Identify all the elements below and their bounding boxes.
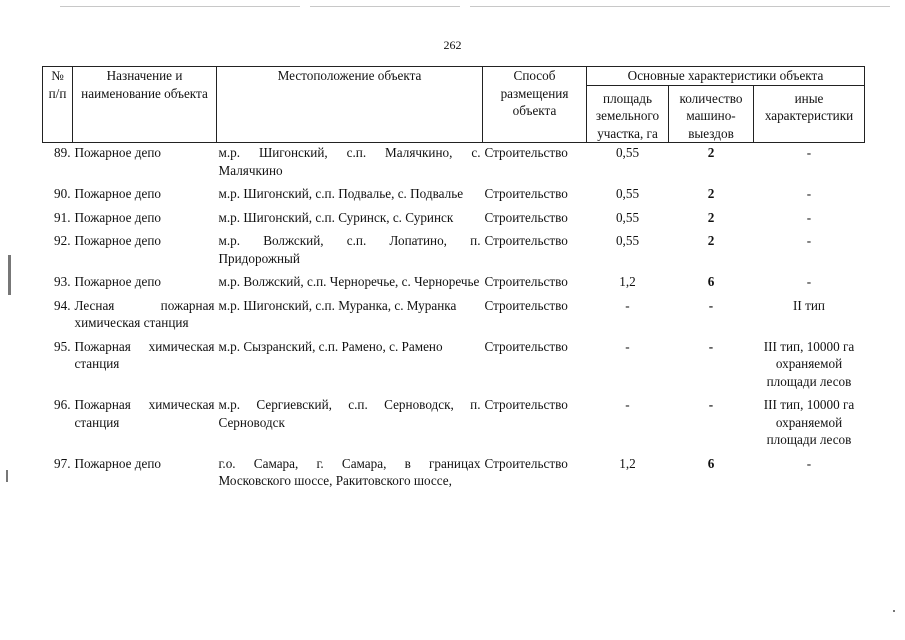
table-row bbox=[43, 143, 865, 186]
header-num: № п/п bbox=[43, 67, 73, 143]
placement-method: Строительство bbox=[484, 145, 568, 160]
scan-speck bbox=[8, 255, 11, 295]
object-name: Пожарное депо bbox=[74, 209, 162, 225]
row-number: 89. bbox=[54, 145, 71, 160]
table-row bbox=[43, 338, 865, 397]
vehicle-count: - bbox=[708, 338, 714, 354]
header-name: Назначение и наименование объекта bbox=[73, 67, 217, 143]
scan-speck bbox=[6, 470, 8, 482]
row-number: 94. bbox=[54, 297, 71, 313]
row-number: 96. bbox=[54, 397, 71, 412]
object-location: м.р. Шигонский, с.п. Малячкино, с. Малячкино bbox=[218, 145, 481, 178]
vehicle-count: 2 bbox=[707, 233, 715, 248]
row-number: 97. bbox=[54, 455, 71, 471]
row-number: 92. bbox=[54, 233, 71, 248]
row-number: 93. bbox=[54, 274, 71, 289]
land-area: - bbox=[625, 297, 630, 313]
scan-speck bbox=[893, 610, 895, 612]
table-row bbox=[43, 273, 865, 297]
header-method: Способ размещения объекта bbox=[483, 67, 587, 143]
vehicle-count: 6 bbox=[707, 455, 715, 471]
header-location: Местоположение объекта bbox=[217, 67, 483, 143]
vehicle-count: 2 bbox=[707, 145, 715, 160]
top-rule-left bbox=[60, 6, 300, 7]
object-name: Пожарное депо bbox=[74, 274, 162, 289]
object-name: Лесная пожарная химическая станция bbox=[74, 297, 215, 330]
land-area: 0,55 bbox=[615, 209, 640, 225]
land-area: 1,2 bbox=[619, 455, 636, 471]
land-area: 0,55 bbox=[615, 145, 640, 160]
other-characteristics: - bbox=[806, 209, 812, 225]
object-name: Пожарное депо bbox=[74, 186, 162, 201]
top-rule-middle bbox=[310, 6, 460, 7]
object-name: Пожарное депо bbox=[74, 145, 162, 160]
table-row bbox=[43, 396, 865, 455]
land-area: 1,2 bbox=[619, 274, 636, 289]
other-characteristics: - bbox=[806, 145, 812, 160]
header-vehicles: количество машино-выездов bbox=[669, 85, 754, 143]
vehicle-count: - bbox=[708, 297, 714, 313]
object-name: Пожарное депо bbox=[74, 455, 162, 471]
table-row bbox=[43, 185, 865, 209]
row-number: 95. bbox=[54, 338, 71, 354]
objects-table bbox=[42, 66, 865, 496]
placement-method: Строительство bbox=[484, 397, 568, 412]
other-characteristics: II тип bbox=[793, 297, 825, 313]
header-characteristics: Основные характеристики объекта bbox=[587, 67, 865, 86]
row-number: 91. bbox=[54, 209, 71, 225]
placement-method: Строительство bbox=[484, 274, 568, 289]
table-row bbox=[43, 297, 865, 338]
object-location: м.р. Шигонский, с.п. Суринск, с. Суринск bbox=[218, 209, 454, 225]
header-area: площадь земельного участка, га bbox=[587, 85, 669, 143]
placement-method: Строительство bbox=[484, 233, 568, 248]
object-location: м.р. Шигонский, с.п. Подвалье, с. Подвалье bbox=[218, 186, 464, 201]
other-characteristics: III тип, 10000 га охраняемой площади лесов bbox=[763, 338, 855, 389]
page-number: 262 bbox=[443, 38, 462, 52]
object-name: Пожарное депо bbox=[74, 233, 162, 248]
vehicle-count: - bbox=[708, 397, 714, 412]
other-characteristics: III тип, 10000 га охраняемой площади лесов bbox=[763, 397, 855, 447]
other-characteristics: - bbox=[806, 455, 812, 471]
object-location: м.р. Волжский, с.п. Лопатино, п. Придорожный bbox=[218, 233, 481, 266]
header-other: иные характеристики bbox=[754, 85, 865, 143]
row-number: 90. bbox=[54, 186, 71, 201]
vehicle-count: 2 bbox=[707, 209, 715, 225]
header-row-top bbox=[43, 67, 865, 86]
table-row bbox=[43, 455, 865, 496]
other-characteristics: - bbox=[806, 186, 812, 201]
table-row bbox=[43, 232, 865, 273]
object-location: м.р. Сызранский, с.п. Рамено, с. Рамено bbox=[218, 338, 443, 354]
object-location: м.р. Волжский, с.п. Черноречье, с. Черноречье bbox=[218, 274, 480, 289]
object-location: м.р. Сергиевский, с.п. Серноводск, п. Серноводск bbox=[218, 397, 481, 430]
vehicle-count: 2 bbox=[707, 186, 715, 201]
land-area: - bbox=[625, 338, 630, 354]
land-area: - bbox=[625, 397, 630, 412]
object-location: м.р. Шигонский, с.п. Муранка, с. Муранка bbox=[218, 297, 457, 313]
object-name: Пожарная химическая станция bbox=[74, 397, 215, 430]
vehicle-count: 6 bbox=[707, 274, 715, 289]
table-row bbox=[43, 209, 865, 233]
placement-method: Строительство bbox=[484, 186, 568, 201]
land-area: 0,55 bbox=[615, 233, 640, 248]
top-rule-right bbox=[470, 6, 890, 7]
other-characteristics: - bbox=[806, 233, 812, 248]
other-characteristics: - bbox=[806, 274, 812, 289]
land-area: 0,55 bbox=[615, 186, 640, 201]
placement-method: Строительство bbox=[484, 297, 568, 313]
object-name: Пожарная химическая станция bbox=[74, 338, 215, 371]
placement-method: Строительство bbox=[484, 338, 568, 354]
placement-method: Строительство bbox=[484, 455, 568, 471]
placement-method: Строительство bbox=[484, 209, 568, 225]
object-location: г.о. Самара, г. Самара, в границах Московского шоссе, Ракитовского шоссе, bbox=[218, 455, 481, 488]
table-body bbox=[43, 143, 865, 496]
